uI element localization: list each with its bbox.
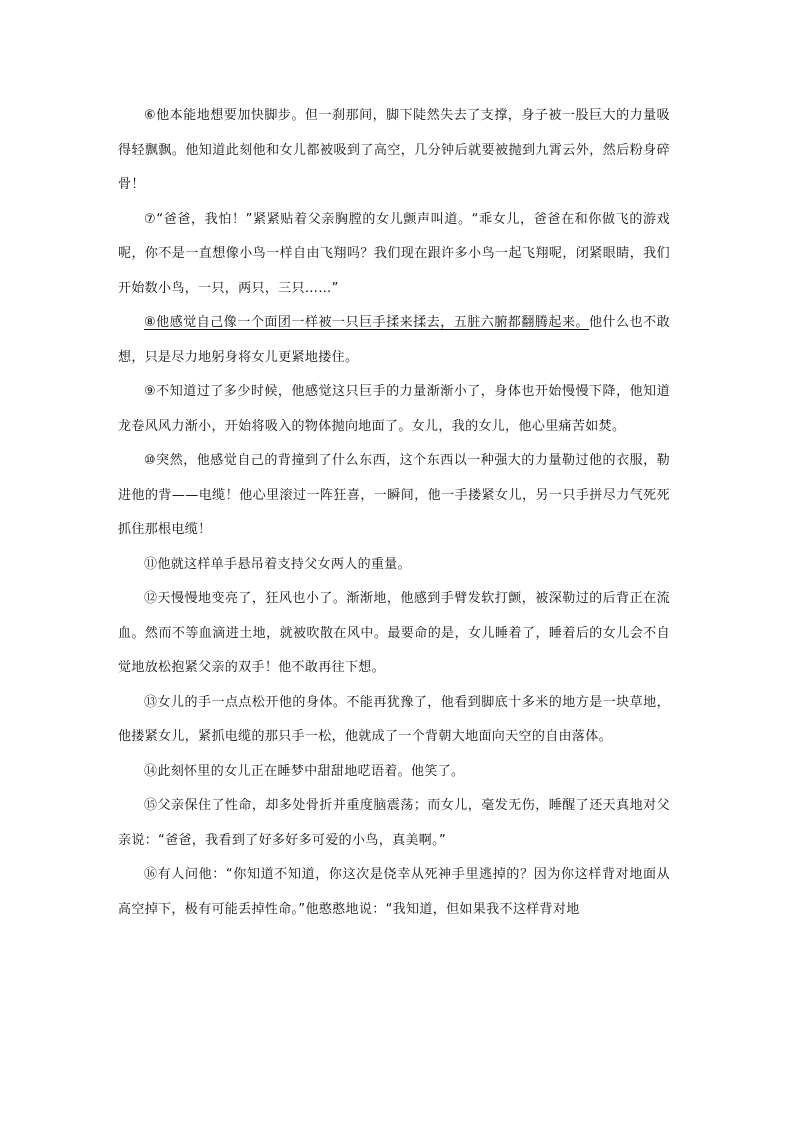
story-text [118,99,670,927]
paragraph-8-rest: 他什么也不敢想，只是尽力地躬身将女儿更紧地搂住。 [118,315,670,365]
paragraph-13: ⑬女儿的手一点点松开他的身体。不能再犹豫了，他看到脚底十多米的地方是一块草地，他搂紧女儿，紧抓电缆的那只手一松，他就成了一个背朝大地面向天空的自由落体。 [118,694,670,744]
paragraph-7: ⑦“爸爸，我怕！”紧紧贴着父亲胸膛的女儿颤声叫道。“乖女儿，爸爸在和你做飞的游戏呢，你不是一直想像小鸟一样自由飞翔吗？我们现在跟许多小鸟一起飞翔呢，闭紧眼睛，我们开始数小鸟，一只，两只，三只……” [118,211,670,296]
paragraph-16: ⑯有人问他：“你知道不知道，你这次是侥幸从死神手里逃掉的？因为你这样背对地面从高空掉下，极有可能丢掉性命。”他憨憨地说：“我知道，但如果我不这样背对地 [118,867,670,917]
underlined-sentence: ⑧他感觉自己像一个面团一样被一只巨手揉来揉去，五脏六腑都翻腾起来。 [144,315,589,330]
paragraph-9: ⑨不知道过了多少时候，他感觉这只巨手的力量渐渐小了，身体也开始慢慢下降，他知道龙卷风风力渐小，开始将吸入的物体抛向地面了。女儿，我的女儿，他心里痛苦如焚。 [118,384,670,434]
paragraph-10: ⑩突然，他感觉自己的背撞到了什么东西，这个东西以一种强大的力量勒过他的衣服，勒进他的背——电缆！他心里滚过一阵狂喜，一瞬间，他一手搂紧女儿，另一只手拼尽力气死死抓住那根电缆！ [118,453,670,537]
paragraph-15: ⑮父亲保住了性命，却多处骨折并重度脑震荡；而女儿，毫发无伤，睡醒了还天真地对父亲说：“爸爸，我看到了好多好多可爱的小鸟，真美啊。” [118,798,670,848]
paragraph-11: ⑪他就这样单手悬吊着支持父女两人的重量。 [144,556,412,572]
paragraph-6: ⑥他本能地想要加快脚步。但一刹那间，脚下陡然失去了支撑，身子被一股巨大的力量吸得轻飘飘。他知道此刻他和女儿都被吸到了高空，几分钟后就要被抛到九霄云外，然后粉身碎骨！ [118,108,670,192]
paragraph-8 [118,306,670,375]
paragraph-12: ⑫天慢慢地变亮了，狂风也小了。渐渐地，他感到手臂发软打颤，被深勒过的后背正在流血。然而不等血滴进土地，就被吹散在风中。最要命的是，女儿睡着了，睡着后的女儿会不自觉地放松抱紧父亲的双手！他不敢再往下想。 [118,591,670,675]
paragraph-14: ⑭此刻怀里的女儿正在睡梦中甜甜地呓语着。他笑了。 [144,763,465,779]
